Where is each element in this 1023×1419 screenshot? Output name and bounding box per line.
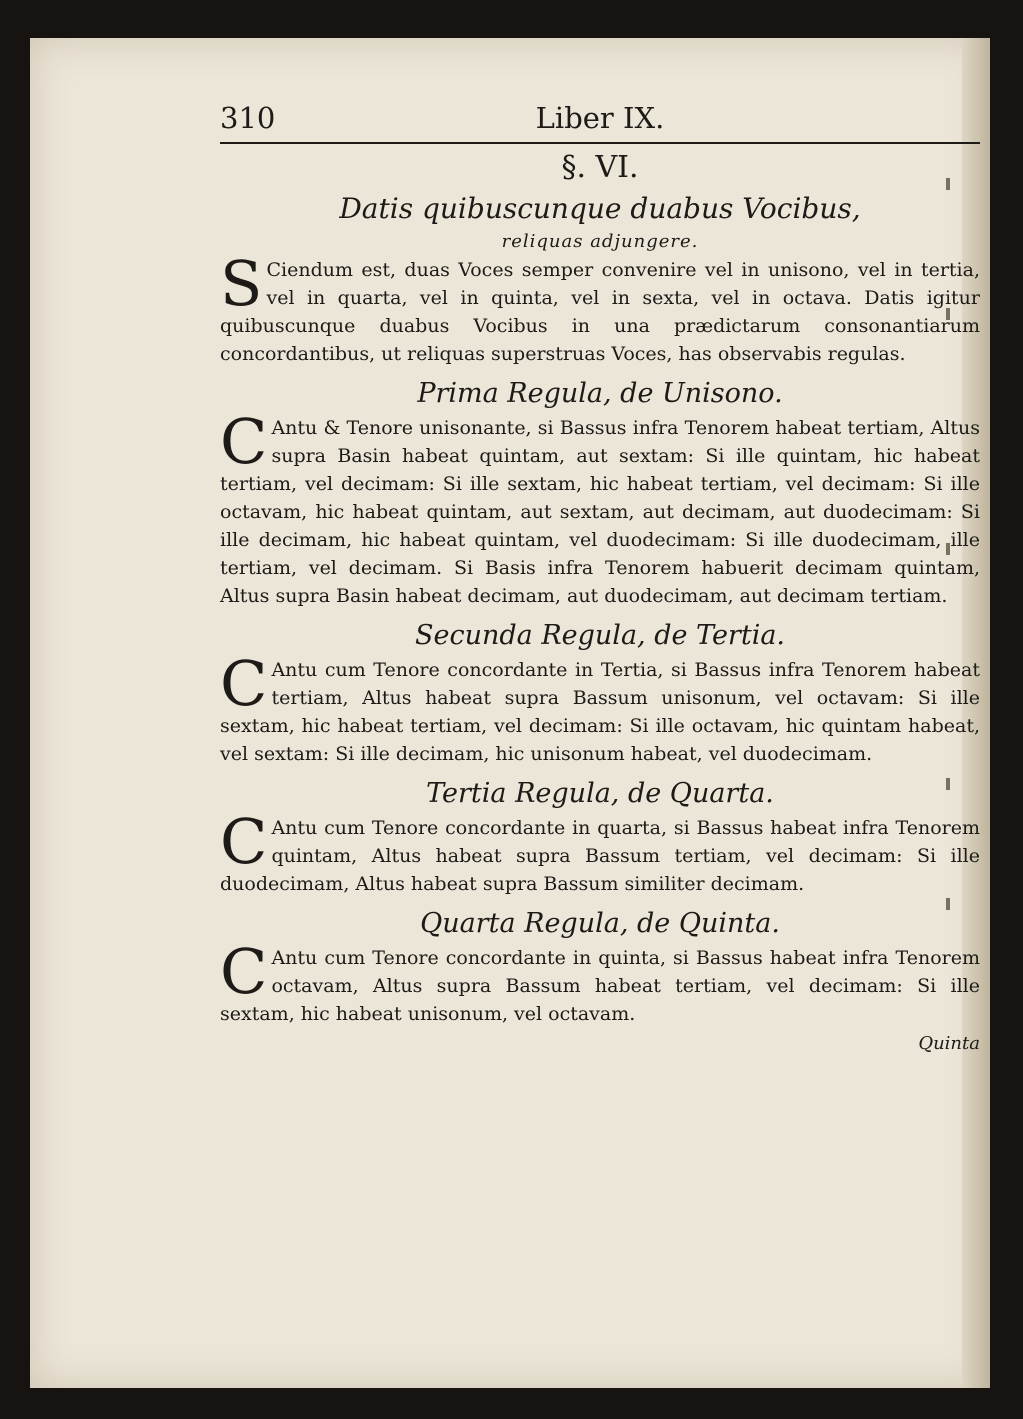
book-title: Liber IX. xyxy=(535,101,665,135)
rule-paragraph xyxy=(220,935,980,1028)
rule-heading: Tertia Regula, de Quarta. xyxy=(426,778,774,809)
rule-heading: Quarta Regula, de Quinta. xyxy=(420,908,780,939)
drop-cap: C xyxy=(220,805,268,878)
rule-heading: Prima Regula, de Unisono. xyxy=(417,378,783,409)
catchword: Quinta xyxy=(918,1033,980,1054)
rule-paragraph xyxy=(220,647,980,768)
paragraph-text: Antu & Tenore unisonante, si Bassus infra Tenorem habeat tertiam, Altus supra Basin habeat quintam, aut sextam: Si ille quintam, hic habeat tertiam, vel decimam: Si ille sextam, hic habeat tertiam, vel decimam: Si ille octavam, hic habeat quintam, aut sextam, aut decimam, aut duodecimam: Si ille decimam, hic habeat quintam, vel duodecimam: Si ille duodecimam, ille tertiam, vel decimam. Si Basis infra Tenorem habuerit decimam quintam, Altus supra Basin habeat decimam, aut duodecimam, aut decimam tertiam. xyxy=(220,417,980,607)
running-head xyxy=(220,98,980,138)
drop-cap: C xyxy=(220,405,268,478)
drop-cap: C xyxy=(220,647,268,720)
drop-cap: S xyxy=(220,247,263,320)
paragraph-text: Ciendum est, duas Voces semper convenire vel in unisono, vel in tertia, vel in quarta, vel in quinta, vel in sexta, vel in octava. Datis igitur quibuscunque duabus Vocibus in una prædictarum consonantiarum concordantibus, ut reliquas superstruas Voces, has observabis regulas. xyxy=(220,259,980,365)
rule-heading: Secunda Regula, de Tertia. xyxy=(414,620,786,651)
drop-cap: C xyxy=(220,935,268,1008)
text-block xyxy=(220,98,980,1056)
intro-paragraph xyxy=(220,247,980,368)
paragraph-text: Antu cum Tenore concordante in Tertia, si Bassus infra Tenorem habeat tertiam, Altus habeat supra Bassum unisonum, vel octavam: Si ille sextam, hic habeat tertiam, vel decimam: Si ille octavam, hic quintam habeat, vel sextam: Si ille decimam, hic unisonum habeat, vel duodecimam. xyxy=(220,659,980,765)
section-title: Datis quibuscunque duabus Vocibus, xyxy=(339,192,861,225)
page-number: 310 xyxy=(220,101,276,135)
book-page xyxy=(30,38,990,1388)
rule-paragraph xyxy=(220,805,980,898)
paragraph-text: Antu cum Tenore concordante in quinta, si Bassus habeat infra Tenorem octavam, Altus supra Bassum habeat tertiam, vel decimam: Si ille sextam, hic habeat unisonum, vel octavam. xyxy=(220,947,980,1025)
section-subtitle: reliquas adjungere. xyxy=(501,231,699,252)
rule-paragraph xyxy=(220,405,980,610)
header-rule xyxy=(220,142,980,144)
section-number: §. VI. xyxy=(561,150,639,185)
paragraph-text: Antu cum Tenore concordante in quarta, si Bassus habeat infra Tenorem quintam, Altus habeat supra Bassum tertiam, vel decimam: Si ille duodecimam, Altus habeat supra Bassum similiter decimam. xyxy=(220,817,980,895)
